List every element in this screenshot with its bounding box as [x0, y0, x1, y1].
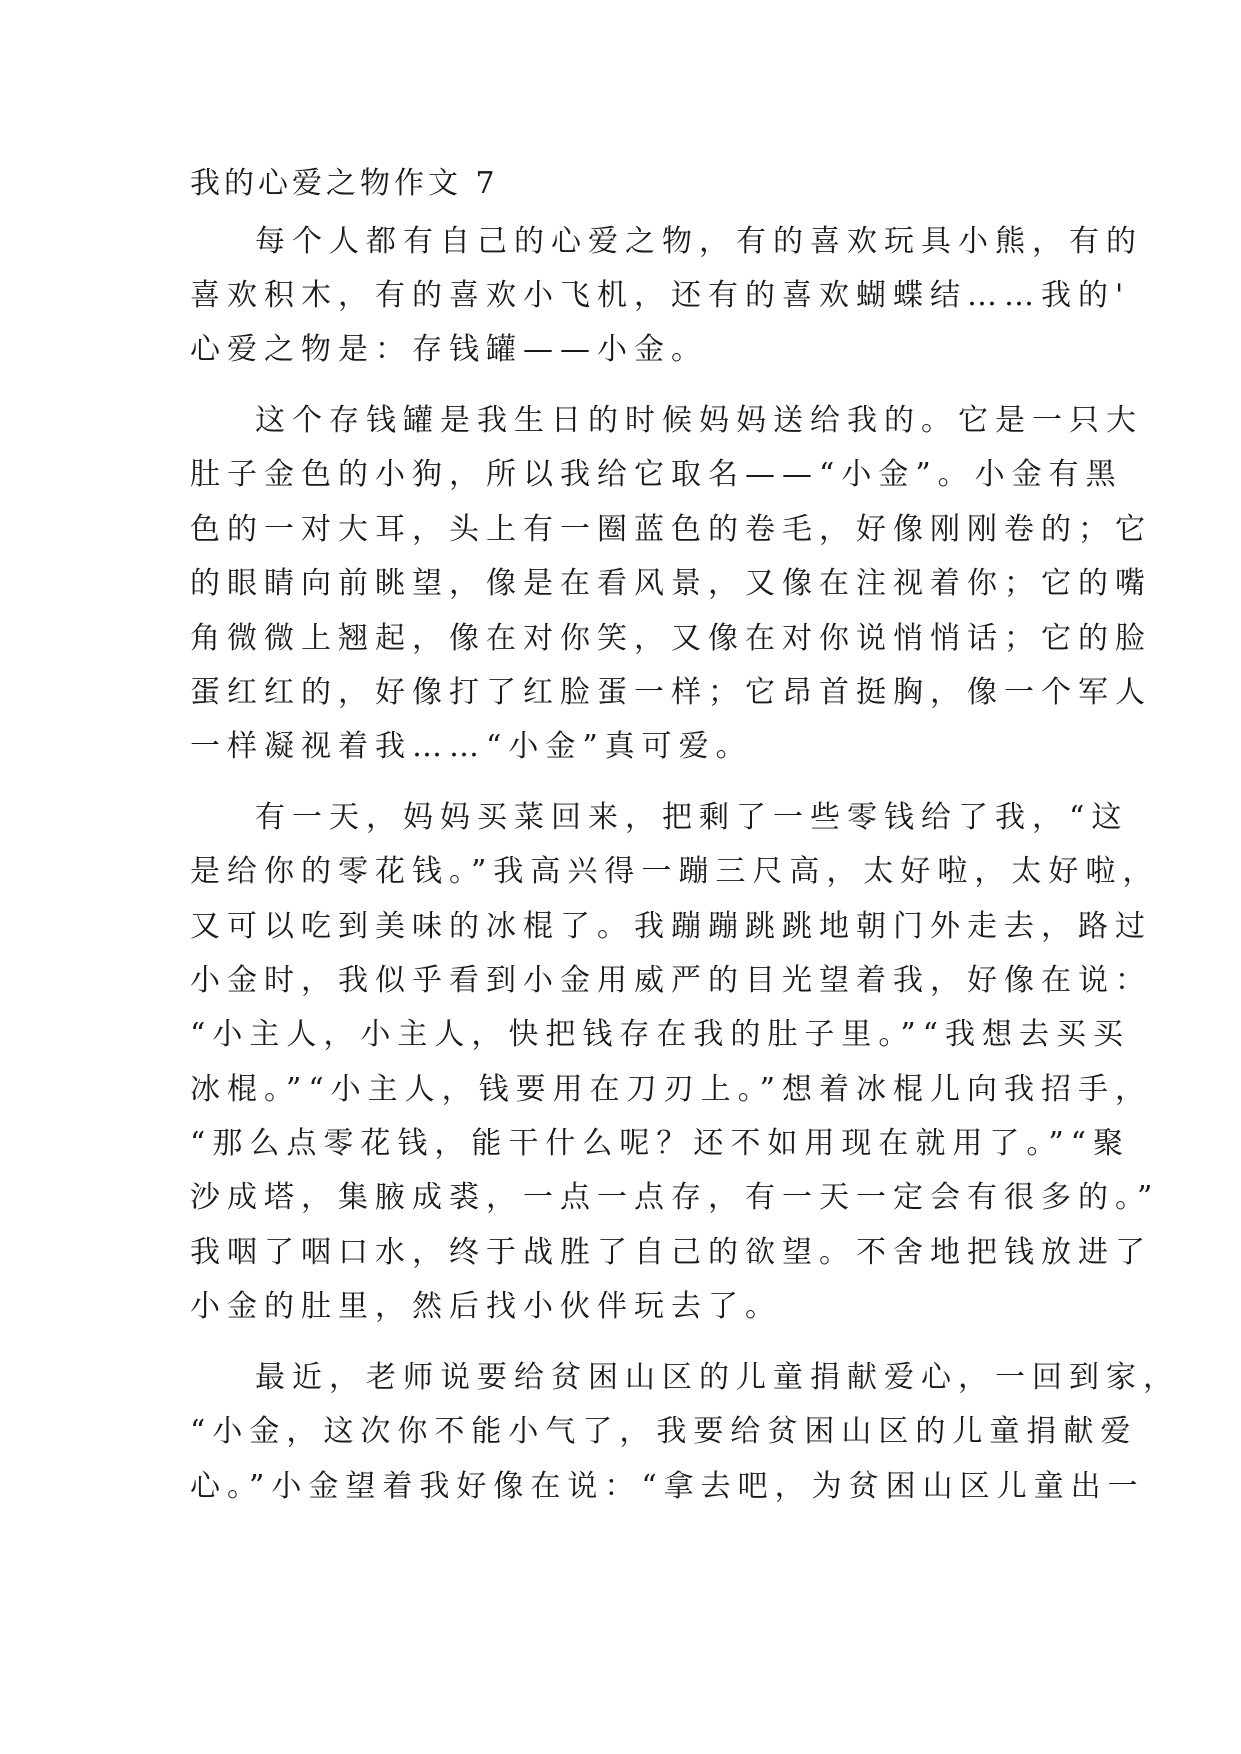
paragraph-2-line-3: 色的一对大耳，头上有一圈蓝色的卷毛，好像刚刚卷的；它: [190, 512, 1152, 547]
paragraph-3-line-6: 冰棍。”“小主人，钱要用在刀刃上。”想着冰棍儿向我招手，: [190, 1072, 1153, 1107]
paragraph-2-line-4: 的眼睛向前眺望，像是在看风景，又像在注视着你；它的嘴: [190, 566, 1152, 601]
paragraph-1-line-1: 每个人都有自己的心爱之物，有的喜欢玩具小熊，有的: [255, 224, 1143, 259]
paragraph-3-line-5: “小主人，小主人，快把钱存在我的肚子里。”“我想去买买: [190, 1017, 1131, 1052]
paragraph-1-line-2: 喜欢积木，有的喜欢小飞机，还有的喜欢蝴蝶结……我的': [190, 278, 1131, 313]
paragraph-4-line-1: 最近，老师说要给贫困山区的儿童捐献爱心，一回到家，: [255, 1360, 1180, 1395]
paragraph-2-line-1: 这个存钱罐是我生日的时候妈妈送给我的。它是一只大: [255, 403, 1143, 438]
paragraph-3-line-7: “那么点零花钱，能干什么呢？还不如用现在就用了。”“聚: [190, 1126, 1131, 1161]
paragraph-3-line-10: 小金的肚里，然后找小伙伴玩去了。: [190, 1289, 782, 1324]
paragraph-3-line-9: 我咽了咽口水，终于战胜了自己的欲望。不舍地把钱放进了: [190, 1235, 1152, 1270]
paragraph-3-line-2: 是给你的零花钱。”我高兴得一蹦三尺高，太好啦，太好啦，: [190, 854, 1160, 889]
paragraph-4-line-2: “小金，这次你不能小气了，我要给贫困山区的儿童捐献爱: [190, 1414, 1138, 1449]
paragraph-3-line-4: 小金时，我似乎看到小金用威严的目光望着我，好像在说：: [190, 963, 1152, 998]
paragraph-2-line-6: 蛋红红的，好像打了红脸蛋一样；它昂首挺胸，像一个军人: [190, 675, 1152, 710]
paragraph-2-line-5: 角微微上翘起，像在对你笑，又像在对你说悄悄话；它的脸: [190, 621, 1152, 656]
document-title: 我的心爱之物作文 7: [190, 166, 499, 201]
paragraph-3-line-1: 有一天，妈妈买菜回来，把剩了一些零钱给了我，“这: [255, 800, 1129, 835]
paragraph-3-line-8: 沙成塔，集腋成裘，一点一点存，有一天一定会有很多的。”: [190, 1180, 1160, 1215]
paragraph-2-line-2: 肚子金色的小狗，所以我给它取名——“小金”。小金有黑: [190, 457, 1123, 492]
paragraph-3-line-3: 又可以吃到美味的冰棍了。我蹦蹦跳跳地朝门外走去，路过: [190, 909, 1152, 944]
paragraph-4-line-3: 心。”小金望着我好像在说：“拿去吧，为贫困山区儿童出一: [190, 1469, 1145, 1504]
paragraph-1-line-3: 心爱之物是：存钱罐——小金。: [190, 332, 708, 367]
paragraph-2-line-7: 一样凝视着我……“小金”真可爱。: [190, 729, 753, 764]
